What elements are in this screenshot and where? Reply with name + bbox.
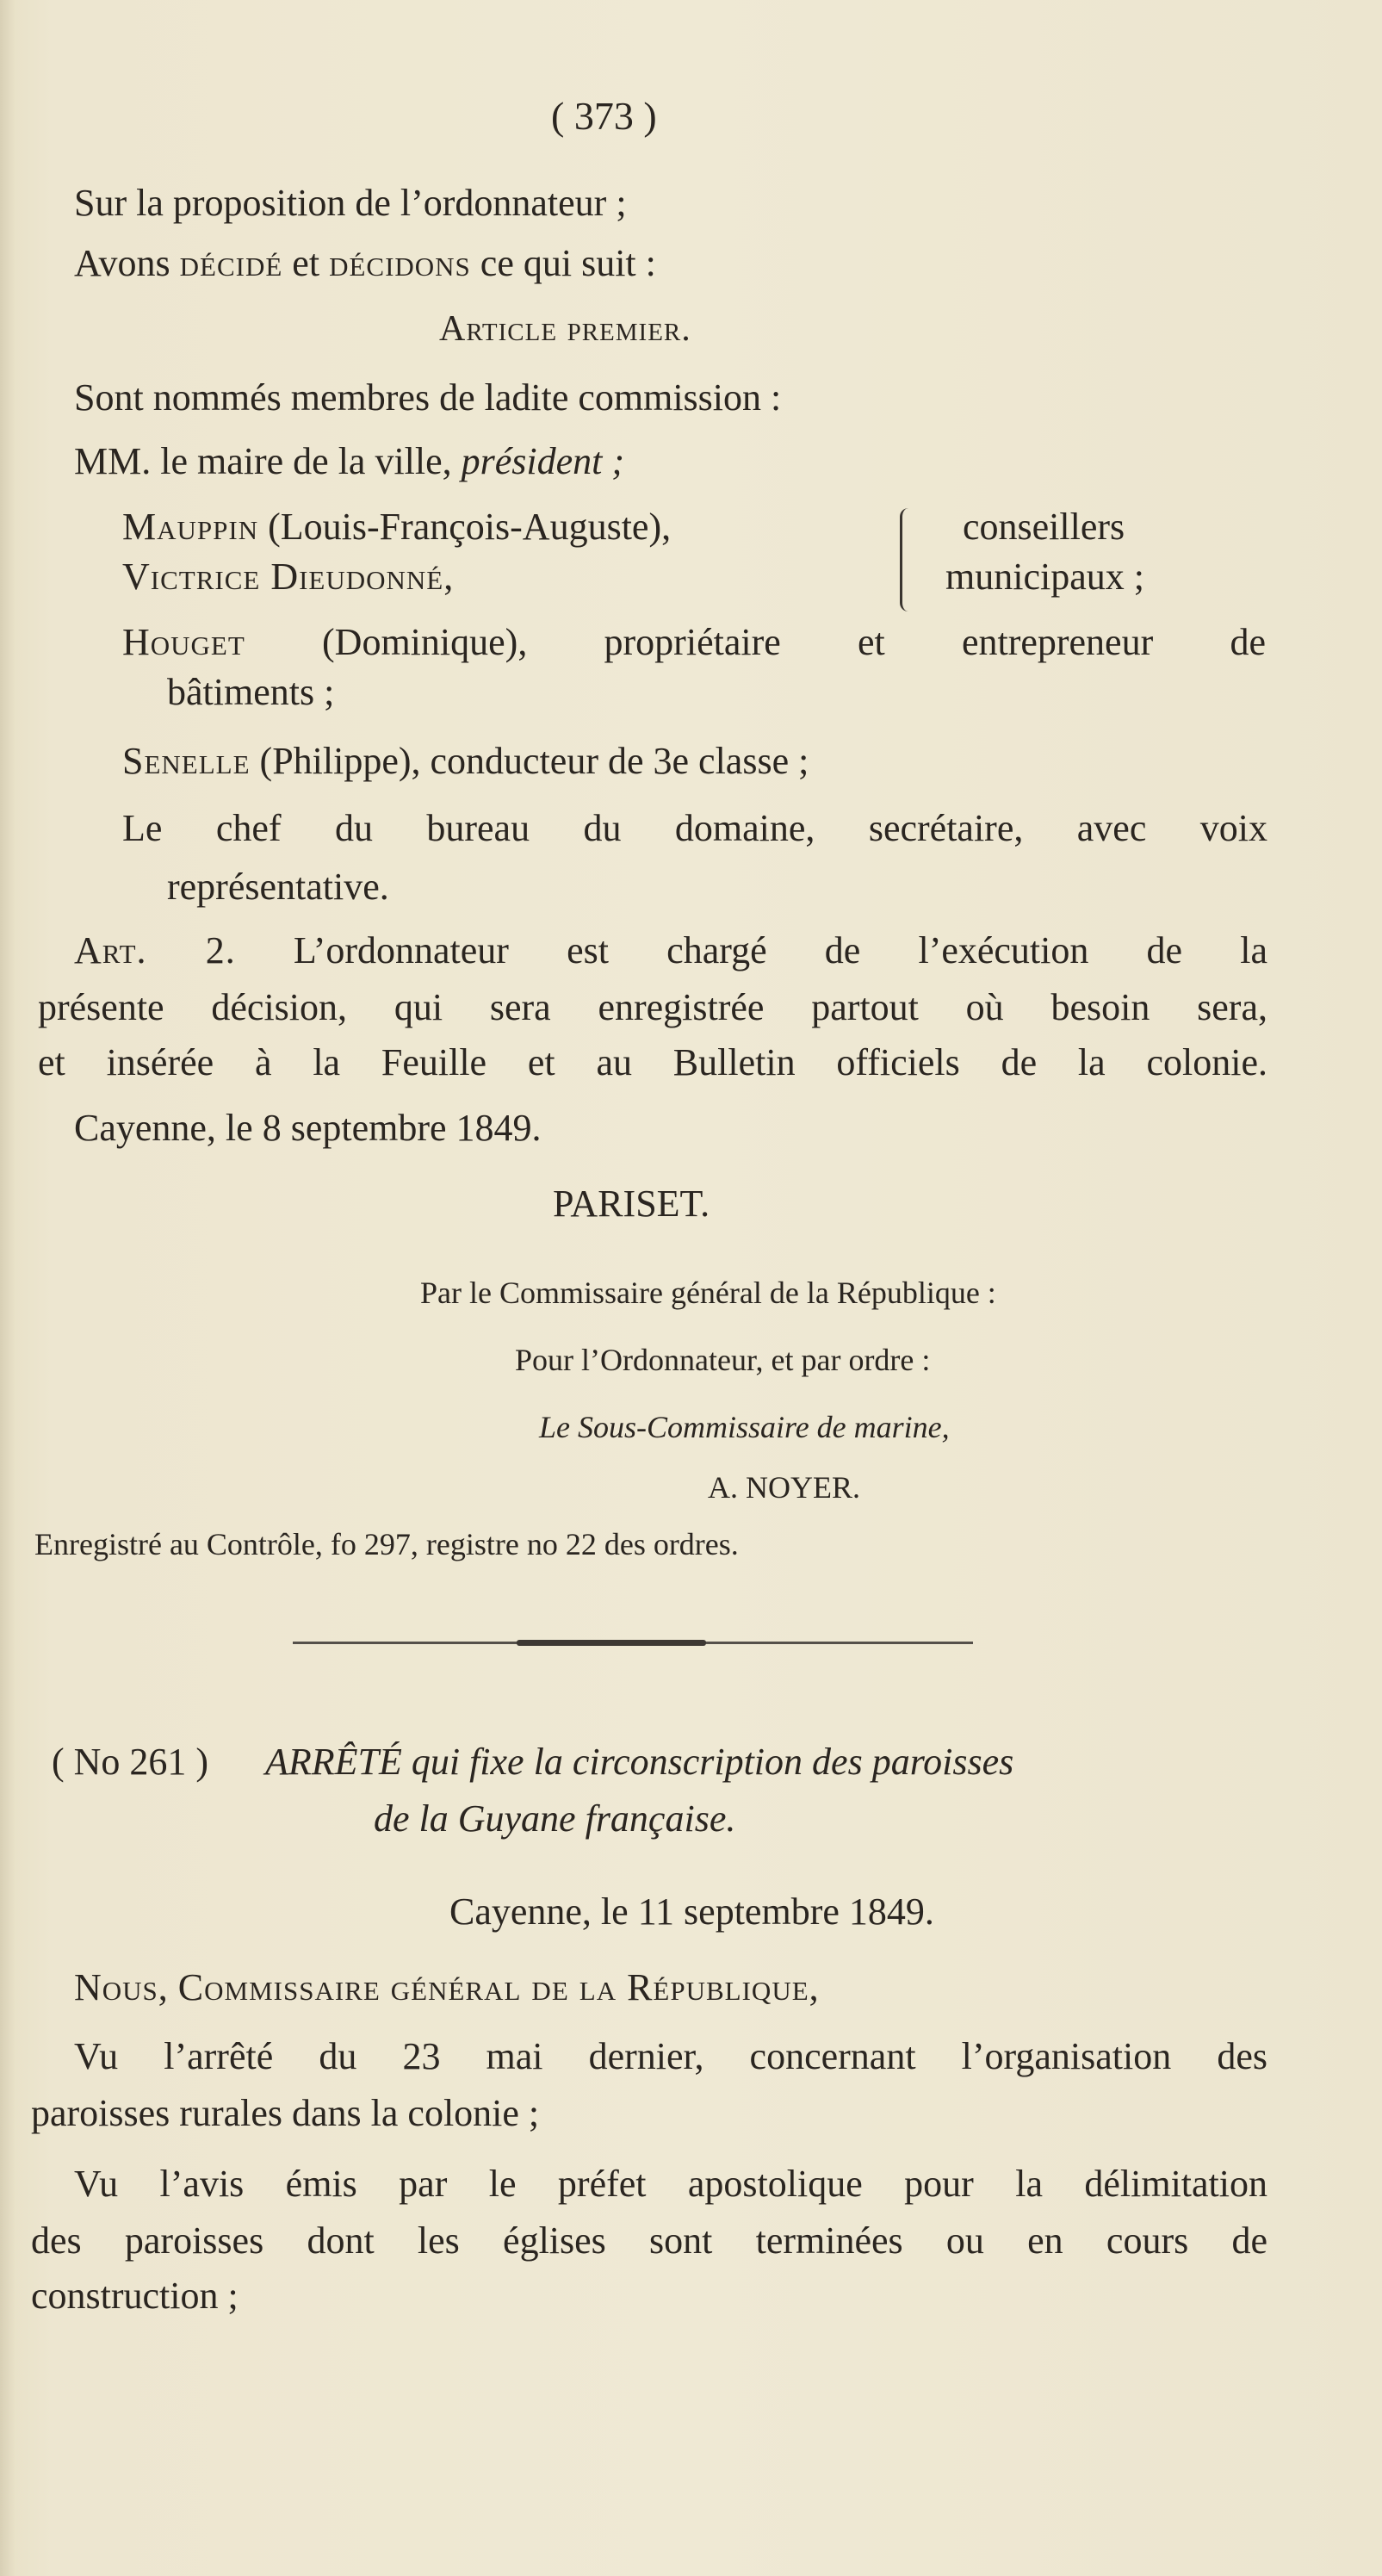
- text-line: Le Sous-Commissaire de marine,: [539, 1410, 950, 1444]
- signature: A. NOYER.: [708, 1470, 860, 1505]
- article-heading: Article premier.: [439, 309, 691, 349]
- member-name: Mauppin: [122, 506, 259, 548]
- member-line: [122, 739, 809, 783]
- brace-label: municipaux ;: [945, 556, 1144, 598]
- text-line: Sont nommés membres de ladite commission :: [74, 376, 782, 419]
- text-line: représentative.: [167, 866, 389, 908]
- article-label: Art. 2.: [74, 929, 236, 971]
- text-line: Vu l’avis émis par le préfet apostolique pour la délimitation: [74, 2163, 1267, 2205]
- date-line: Cayenne, le 11 septembre 1849.: [449, 1890, 934, 1933]
- brace-label: conseillers: [963, 506, 1125, 548]
- text-line: Par le Commissaire général de la République :: [420, 1276, 996, 1310]
- signature: PARISET.: [553, 1182, 710, 1225]
- small-caps-span: Commissaire général de la République,: [177, 1966, 820, 2008]
- text-line: [74, 439, 624, 483]
- member-line: [122, 505, 671, 549]
- page-number: ( 373 ): [551, 94, 657, 138]
- text-line: Le chef du bureau du domaine, secrétaire, avec voix: [122, 807, 1267, 849]
- member-line: [122, 620, 1266, 664]
- small-caps-span: Nous,: [74, 1966, 169, 2008]
- text-span: Avons: [74, 242, 170, 284]
- small-caps-span: décidé: [179, 242, 283, 284]
- text-line: Vu l’arrêté du 23 mai dernier, concernant l’organisation des: [74, 2035, 1267, 2077]
- text-span: et: [292, 242, 320, 284]
- text-line: paroisses rurales dans la colonie ;: [31, 2092, 540, 2134]
- member-line: [122, 555, 453, 599]
- decree-number: ( No 261 ): [52, 1741, 209, 1783]
- decree-title: de la Guyane française.: [374, 1797, 736, 1840]
- text-line: [74, 241, 656, 285]
- separator-ornament: [517, 1640, 706, 1646]
- member-name: Senelle: [122, 740, 251, 782]
- text-span: L’ordonnateur est chargé de l’exécution de la: [293, 929, 1267, 971]
- small-caps-span: décidons: [329, 242, 471, 284]
- text-line: Sur la proposition de l’ordonnateur ;: [74, 182, 627, 224]
- date-line: Cayenne, le 8 septembre 1849.: [74, 1107, 542, 1149]
- member-name: Houget: [122, 621, 245, 663]
- text-span: (Philippe), conducteur de 3e classe ;: [259, 740, 809, 782]
- text-span: ,: [443, 556, 454, 598]
- text-line: construction ;: [31, 2275, 239, 2317]
- member-name: Victrice Dieudonné: [122, 556, 444, 598]
- decree-title: ARRÊTÉ qui fixe la circonscription des paroisses: [265, 1741, 1014, 1783]
- brace: [900, 508, 914, 611]
- text-span: MM. le maire de la ville,: [74, 440, 452, 482]
- text-line: présente décision, qui sera enregistrée partout où besoin sera,: [38, 986, 1267, 1028]
- text-span: (Dominique), propriétaire et entrepreneur de: [322, 621, 1266, 663]
- article-2-line: [74, 928, 1267, 972]
- text-line: et insérée à la Feuille et au Bulletin officiels de la colonie.: [38, 1041, 1267, 1083]
- italic-span: président ;: [461, 440, 625, 482]
- text-span: ce qui suit :: [480, 242, 656, 284]
- text-line: des paroisses dont les églises sont terminées ou en cours de: [31, 2219, 1267, 2262]
- text-line: [74, 1965, 820, 2009]
- registration-line: Enregistré au Contrôle, fo 297, registre no 22 des ordres.: [34, 1527, 739, 1561]
- text-span: (Louis-François-Auguste),: [268, 506, 672, 548]
- text-line: Pour l’Ordonnateur, et par ordre :: [515, 1343, 931, 1377]
- text-line: bâtiments ;: [167, 671, 335, 713]
